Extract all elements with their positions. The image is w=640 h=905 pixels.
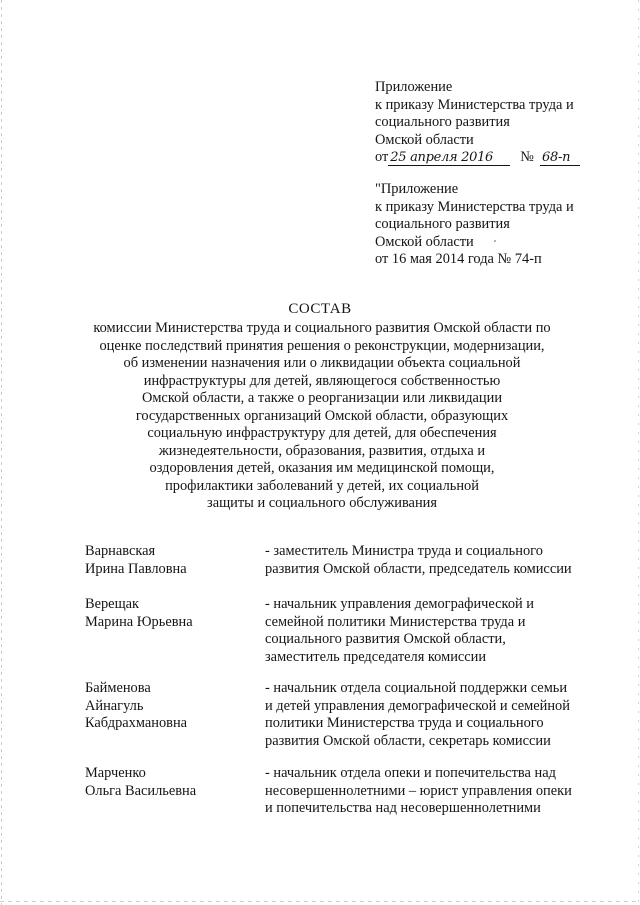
member-name-line: Варнавская — [85, 543, 156, 559]
member-role-line: политики Министерства труда и социального — [265, 715, 544, 731]
handwritten-date: 25 апреля 2016 — [388, 151, 510, 166]
appendix-line: "Приложение — [375, 181, 459, 197]
member-role — [265, 765, 625, 818]
subtitle-line: об изменении назначения или о ликвидации объекта социальной — [123, 355, 521, 371]
member-name — [85, 543, 255, 578]
member-name-line: Кабдрахмановна — [85, 715, 188, 731]
member-name-line: Марина Юрьевна — [85, 613, 193, 630]
handwritten-number: 68-п — [540, 151, 580, 166]
date-prefix: от — [375, 149, 389, 165]
member-role — [265, 596, 625, 666]
member-name-line: Верещак — [85, 596, 140, 612]
appendix-date-line — [375, 149, 625, 167]
member-role-line: - начальник управления демографической и — [265, 596, 535, 612]
appendix-line: социального развития — [375, 114, 510, 130]
member-name-line: Марченко — [85, 765, 146, 781]
member-name-line: Айнагуль — [85, 697, 144, 714]
member-name-line: Ольга Васильевна — [85, 782, 197, 799]
subtitle-line: комиссии Министерства труда и социального развития Омской области по — [93, 320, 551, 336]
subtitle-line: оздоровления детей, оказания им медицинской помощи, — [149, 460, 495, 476]
appendix-header-current — [375, 79, 625, 167]
appendix-line: Приложение — [375, 79, 453, 95]
member-role-line: и попечительства над несовершеннолетними — [265, 800, 541, 816]
subtitle-line: инфраструктуры для детей, являющегося собственностью — [143, 372, 501, 389]
scan-edge-bottom — [0, 901, 640, 902]
member-role-line: несовершеннолетними – юрист управления опеки — [265, 782, 572, 799]
member-role — [265, 680, 625, 750]
appendix-line: от 16 мая 2014 года № 74-п — [375, 251, 542, 267]
member-role-line: заместитель председателя комиссии — [265, 648, 487, 665]
member-role-line: семейной политики Министерства труда и — [265, 613, 526, 630]
member-role-line: и детей управления демографической и семейной — [265, 697, 570, 714]
document-subtitle — [92, 320, 552, 513]
member-role — [265, 543, 625, 578]
appendix-line: к приказу Министерства труда и — [375, 198, 574, 215]
member-role-line: - заместитель Министра труда и социального — [265, 543, 543, 559]
number-sign: № — [520, 149, 535, 165]
subtitle-line: защиты и социального обслуживания — [207, 495, 437, 511]
scan-edge-right — [638, 0, 639, 905]
subtitle-line: Омской области, а также о реорганизации или ликвидации — [141, 390, 503, 406]
appendix-line: к приказу Министерства труда и — [375, 96, 574, 113]
appendix-line: Омской области — [375, 233, 474, 250]
member-name-line: Байменова — [85, 680, 151, 696]
member-role-line: - начальник отдела социальной поддержки семьи — [265, 680, 568, 696]
member-name — [85, 596, 255, 631]
member-role-line: социального развития Омской области, — [265, 631, 506, 647]
appendix-header-original — [375, 181, 625, 269]
member-role-line: развития Омской области, председатель комиссии — [265, 560, 572, 577]
scan-edge-left — [1, 0, 2, 905]
subtitle-line: социальную инфраструктуру для детей, для обеспечения — [147, 425, 497, 441]
member-name — [85, 680, 255, 733]
member-role-line: развития Омской области, секретарь комиссии — [265, 732, 551, 749]
scan-speck — [494, 240, 496, 242]
appendix-line: социального развития — [375, 216, 510, 232]
appendix-line: Омской области — [375, 131, 474, 148]
member-name-line: Ирина Павловна — [85, 560, 187, 577]
subtitle-line: профилактики заболеваний у детей, их социальной — [165, 477, 479, 494]
member-name — [85, 765, 255, 800]
subtitle-line: оценке последствий принятия решения о реконструкции, модернизации, — [99, 337, 545, 354]
subtitle-line: жизнедеятельности, образования, развития, отдыха и — [158, 442, 486, 459]
member-role-line: - начальник отдела опеки и попечительства над — [265, 765, 556, 781]
subtitle-line: государственных организаций Омской области, образующих — [135, 407, 509, 424]
document-title: СОСТАВ — [288, 301, 352, 317]
